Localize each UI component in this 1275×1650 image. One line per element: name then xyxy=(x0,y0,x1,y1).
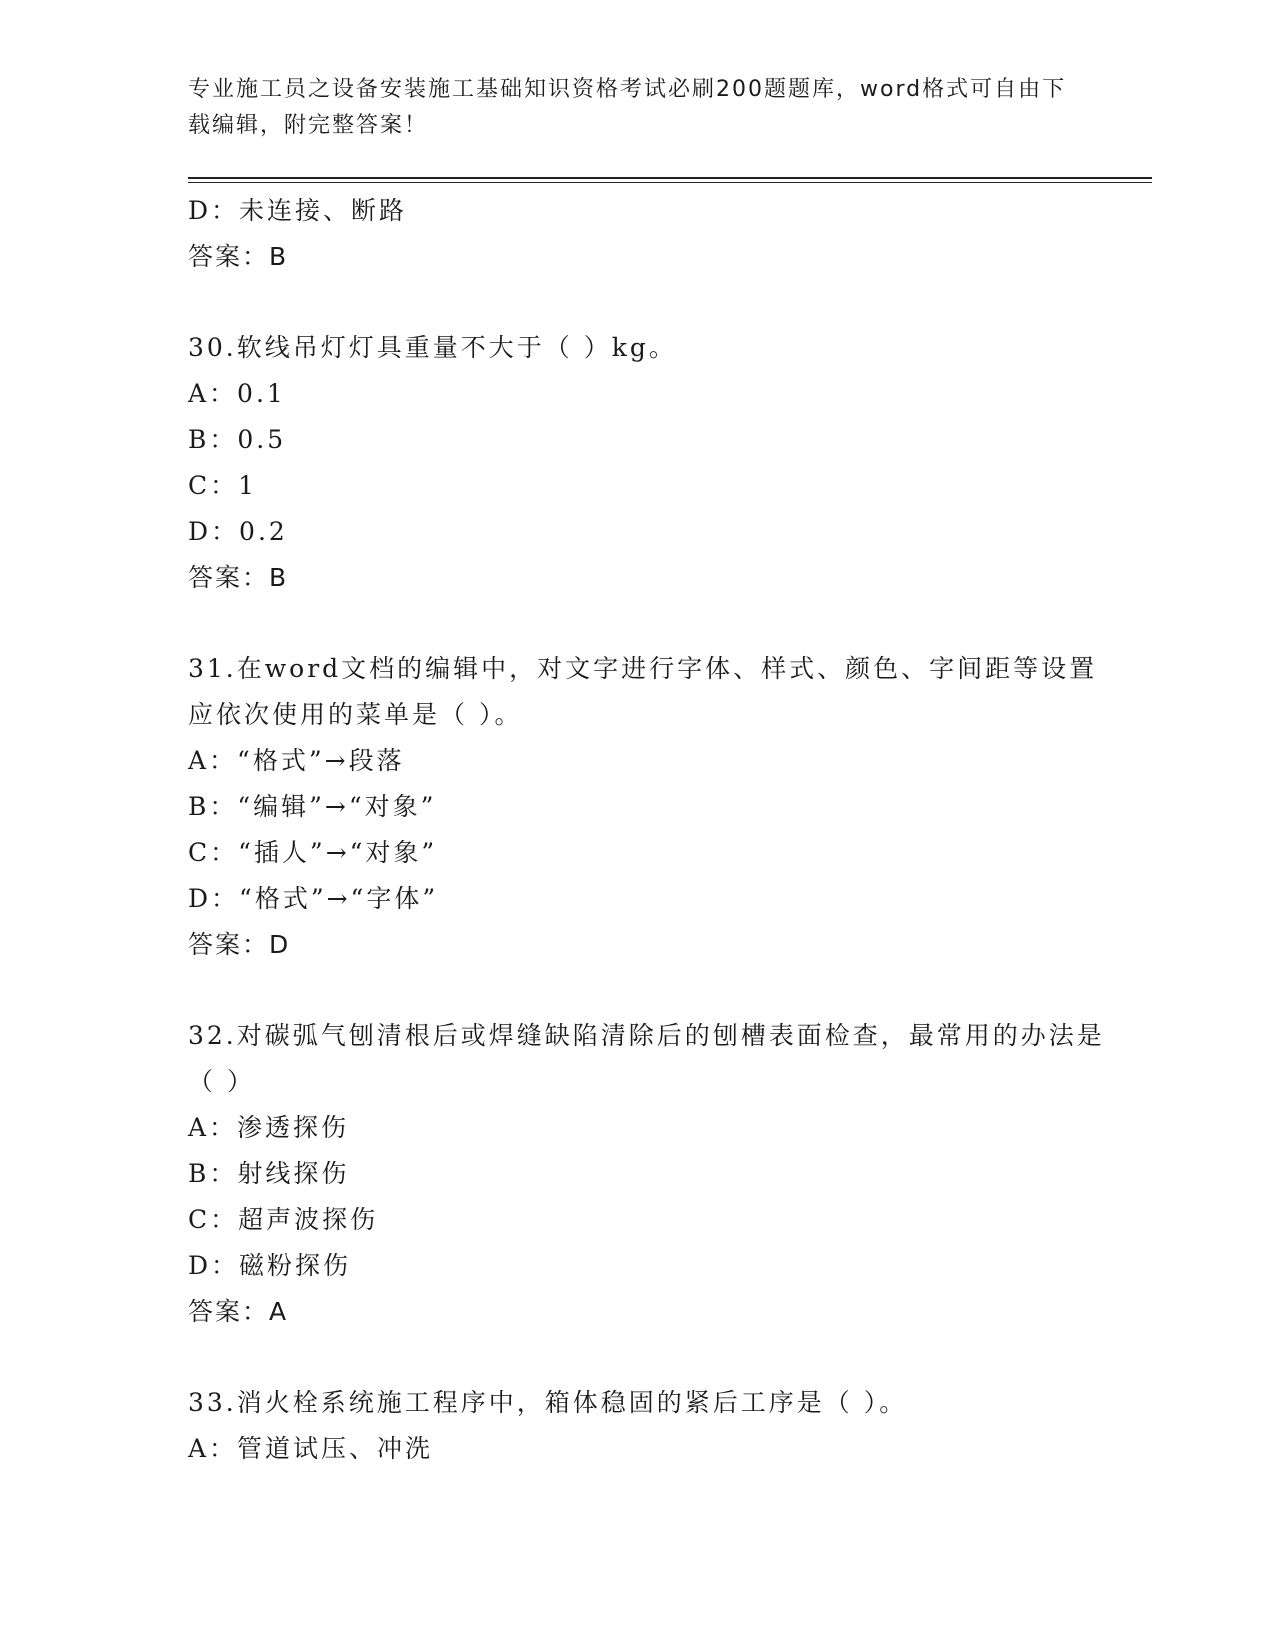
option-a: A：0.1 xyxy=(188,379,286,408)
spacer xyxy=(188,968,1118,1013)
option-d: D：“格式”→“字体” xyxy=(188,884,439,913)
spacer xyxy=(188,601,1118,646)
header-divider-thick xyxy=(188,177,1152,179)
option-b: B：0.5 xyxy=(188,425,287,454)
option-b: B：射线探伤 xyxy=(188,1159,350,1188)
answer-line: 答案：B xyxy=(188,242,289,271)
option-b: B：“编辑”→“对象” xyxy=(188,792,437,821)
question-stem: 30.软线吊灯灯具重量不大于（ ）kg。 xyxy=(188,333,677,362)
option-a: A：“格式”→段落 xyxy=(188,746,405,775)
answer-line: 答案：A xyxy=(188,1297,289,1326)
option-c: C：超声波探伤 xyxy=(188,1205,379,1234)
option-a: A：管道试压、冲洗 xyxy=(188,1434,434,1463)
document-header: 专业施工员之设备安装施工基础知识资格考试必刷200题题库，word格式可自由下载编辑，附完整答案！ xyxy=(188,77,1067,138)
option-d: D：磁粉探伤 xyxy=(188,1251,352,1280)
question-33 xyxy=(188,1380,1118,1472)
question-stem: 31.在word文档的编辑中，对文字进行字体、样式、颜色、字间距等设置应依次使用的菜单是（ ）。 xyxy=(188,654,1098,729)
question-stem: 32.对碳弧气刨清根后或焊缝缺陷清除后的刨槽表面检查，最常用的办法是（ ） xyxy=(188,1021,1105,1096)
question-31 xyxy=(188,646,1118,968)
option-d: D：未连接、断路 xyxy=(188,196,408,225)
option-a: A：渗透探伤 xyxy=(188,1113,350,1142)
option-d: D：0.2 xyxy=(188,517,288,546)
question-content xyxy=(188,188,1118,1472)
option-c: C：1 xyxy=(188,471,258,500)
answer-line: 答案：B xyxy=(188,563,289,592)
header-divider-thin xyxy=(188,182,1152,183)
question-32 xyxy=(188,1013,1118,1335)
spacer xyxy=(188,280,1118,325)
question-stem: 33.消火栓系统施工程序中，箱体稳固的紧后工序是（ ）。 xyxy=(188,1388,908,1417)
spacer xyxy=(188,1335,1118,1380)
question-30 xyxy=(188,325,1118,601)
option-c: C：“插人”→“对象” xyxy=(188,838,438,867)
answer-line: 答案：D xyxy=(188,930,291,959)
